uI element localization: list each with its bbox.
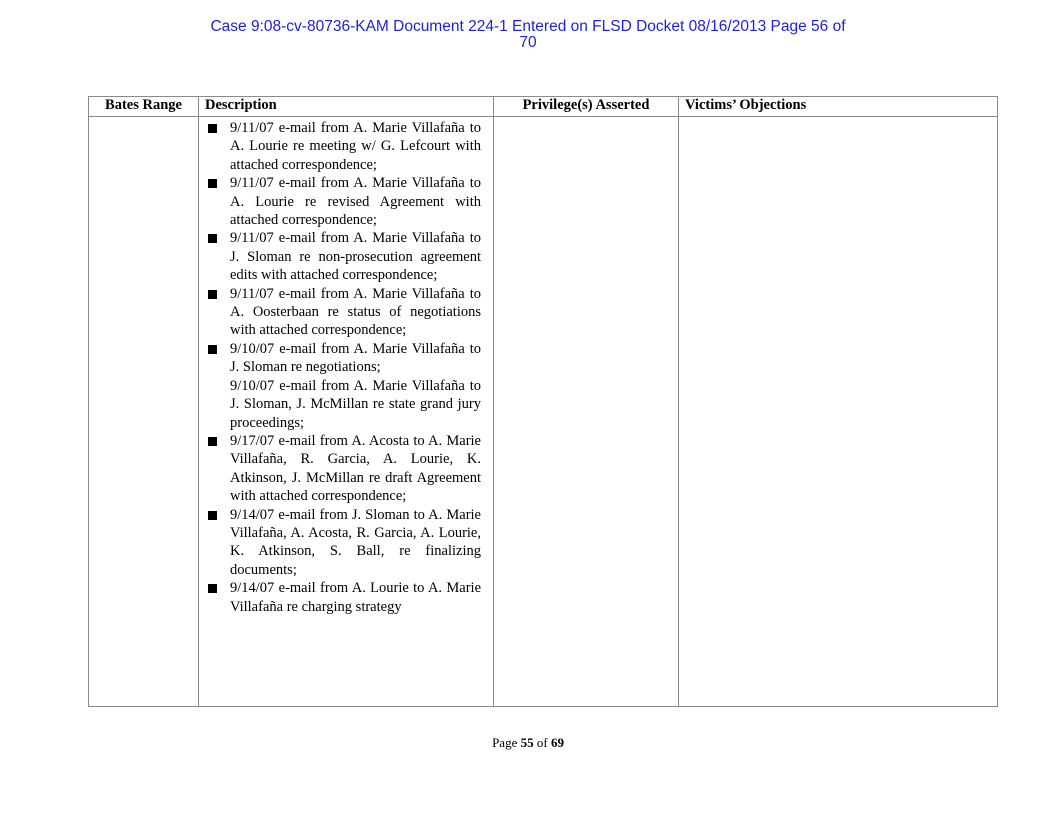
- list-item: [205, 174, 481, 229]
- docket-header-line1: Case 9:08-cv-80736-KAM Document 224-1 Entered on FLSD Docket 08/16/2013 Page 56 of: [210, 18, 846, 35]
- list-item-text: 9/17/07 e-mail from A. Acosta to A. Marie Villafaña, R. Garcia, A. Lourie, K. Atkinson, J. McMillan re draft Agreement with attached correspondence;: [230, 432, 481, 505]
- list-item-text: 9/10/07 e-mail from A. Marie Villafaña to J. Sloman re negotiations;: [230, 340, 481, 376]
- square-bullet-icon: [208, 584, 217, 593]
- bates-range-cell: [89, 117, 199, 707]
- table-header-row: [89, 97, 998, 117]
- square-bullet-icon: [208, 179, 217, 188]
- list-item: [205, 377, 481, 432]
- square-bullet-icon: [208, 290, 217, 299]
- square-bullet-icon: [208, 437, 217, 446]
- description-list: [199, 117, 493, 616]
- list-item-text: 9/14/07 e-mail from A. Lourie to A. Marie Villafaña re charging strategy: [230, 580, 481, 615]
- footer-page-total: 69: [550, 735, 564, 750]
- objections-cell: [679, 117, 998, 707]
- list-item-text: 9/11/07 e-mail from A. Marie Villafaña to A. Oosterbaan re status of negotiations with attached correspondence;: [230, 285, 481, 339]
- square-bullet-icon: [208, 234, 217, 243]
- square-bullet-icon: [208, 345, 217, 354]
- table-row: [89, 117, 998, 707]
- list-item-text: 9/11/07 e-mail from A. Marie Villafaña to A. Lourie re revised Agreement with attached correspondence;: [230, 175, 481, 229]
- list-item-text: 9/11/07 e-mail from A. Marie Villafaña to J. Sloman re non-prosecution agreement edits with attached correspondence;: [230, 230, 481, 284]
- list-item: [205, 432, 481, 506]
- docket-header-line2: 70: [519, 34, 537, 51]
- footer-page-prefix: Page: [492, 735, 521, 750]
- footer-page-number: 55: [520, 735, 534, 750]
- privileges-cell: [494, 117, 679, 707]
- list-item: [205, 119, 481, 174]
- list-item: [205, 285, 481, 340]
- description-cell: [199, 117, 494, 707]
- column-header-objections: Victims’ Objections: [679, 97, 998, 117]
- footer-of-text: of: [533, 735, 551, 750]
- list-item: [205, 229, 481, 284]
- list-item: [205, 579, 481, 616]
- square-bullet-icon: [208, 124, 217, 133]
- list-item: [205, 340, 481, 377]
- square-bullet-icon: [208, 511, 217, 520]
- list-item-text: 9/11/07 e-mail from A. Marie Villafaña to A. Lourie re meeting w/ G. Lefcourt with attached correspondence;: [230, 120, 481, 173]
- list-item: [205, 506, 481, 580]
- docket-header: [0, 19, 1056, 51]
- list-item-text: 9/14/07 e-mail from J. Sloman to A. Marie Villafaña, A. Acosta, R. Garcia, A. Lourie, K. Atkinson, S. Ball, re finalizing documents;: [230, 506, 481, 578]
- list-item-text: 9/10/07 e-mail from A. Marie Villafaña to J. Sloman, J. McMillan re state grand jury proceedings;: [230, 377, 481, 431]
- column-header-privileges: Privilege(s) Asserted: [494, 97, 679, 117]
- column-header-description: Description: [199, 97, 494, 117]
- page-footer: [0, 735, 1056, 751]
- column-header-bates-range: Bates Range: [89, 97, 199, 117]
- privilege-log-table: [88, 96, 998, 707]
